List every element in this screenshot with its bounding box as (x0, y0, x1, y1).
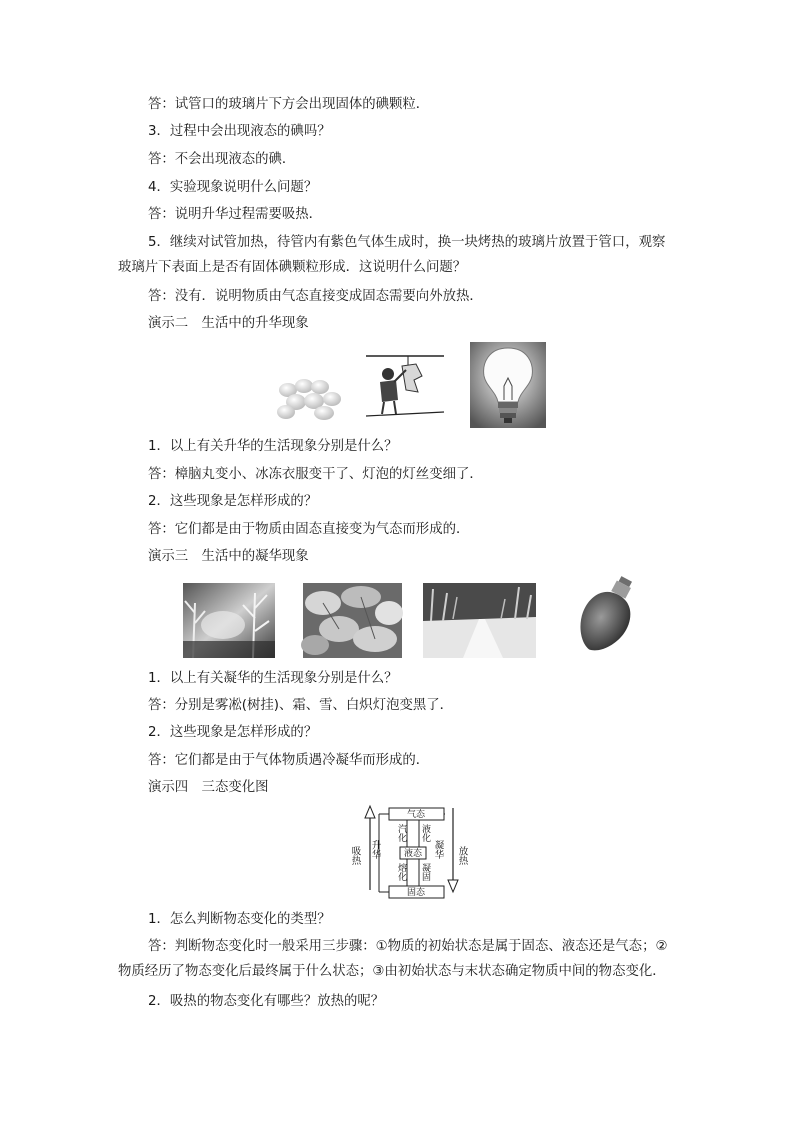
blackened-bulb-image (574, 572, 640, 660)
solid-label: 固态 (406, 888, 426, 898)
mothball-image (272, 372, 350, 424)
answer-line: 答：它们都是由于气体物质遇冷凝华而形成的． (148, 753, 430, 768)
state-change-diagram (345, 802, 468, 902)
answer-line: 答：分别是雾凇(树挂)、霜、雪、白炽灯泡变黑了． (148, 698, 454, 713)
section-title: 演示二 生活中的升华现象 (148, 316, 309, 331)
answer-paragraph: 答：判断物态变化时一般采用三步骤：①物质的初始状态是属于固态、液态还是气态；②物质经历了物态变化后最终属于什么状态；③由初始状态与末状态确定物质中间的物态变化． (118, 939, 668, 979)
question-line: 2．这些现象是怎样形成的？ (148, 494, 318, 509)
answer-line: 答：说明升华过程需要吸热． (148, 207, 323, 222)
question-line: 1．怎么判断物态变化的类型？ (148, 912, 331, 927)
vaporization-label: 汽化 (396, 824, 406, 842)
absorb-heat-label: 吸热 (349, 846, 361, 865)
question-line: 2．这些现象是怎样形成的？ (148, 725, 318, 740)
release-heat-label: 放热 (456, 846, 468, 865)
answer-line: 答：樟脑丸变小、冰冻衣服变干了、灯泡的灯丝变细了． (148, 467, 483, 482)
deposition-label: 凝华 (432, 840, 444, 859)
answer-line: 答：不会出现液态的碘． (148, 152, 296, 167)
solidification-label: 凝固 (420, 863, 430, 881)
question-line: 4．实验现象说明什么问题？ (148, 180, 318, 195)
frozen-clothes-image (364, 352, 446, 424)
frost-image (303, 583, 402, 658)
melting-label: 熔化 (396, 863, 406, 881)
question-line: 2．吸热的物态变化有哪些？放热的呢？ (148, 994, 385, 1009)
sublimation-label: 升华 (369, 840, 381, 859)
gas-label: 气态 (406, 810, 426, 820)
answer-line: 答：试管口的玻璃片下方会出现固体的碘颗粒． (148, 97, 430, 112)
section-title: 演示四 三态变化图 (148, 780, 269, 795)
snow-image (423, 583, 536, 658)
section-title: 演示三 生活中的凝华现象 (148, 549, 309, 564)
question-line: 1．以上有关凝华的生活现象分别是什么？ (148, 671, 398, 686)
question-line: 3．过程中会出现液态的碘吗？ (148, 124, 331, 139)
question-paragraph: 5．继续对试管加热，待管内有紫色气体生成时，换一块烤热的玻璃片放置于管口，观察玻璃片下表面上是否有固体碘颗粒形成．这说明什么问题？ (118, 235, 666, 275)
rime-image (183, 583, 275, 658)
answer-line: 答：没有．说明物质由气态直接变成固态需要向外放热． (148, 289, 483, 304)
liquid-label: 液态 (403, 849, 423, 859)
question-line: 1．以上有关升华的生活现象分别是什么？ (148, 439, 398, 454)
liquefaction-label: 液化 (420, 824, 430, 842)
light-bulb-image (470, 342, 546, 428)
answer-line: 答：它们都是由于物质由固态直接变为气态而形成的． (148, 522, 470, 537)
